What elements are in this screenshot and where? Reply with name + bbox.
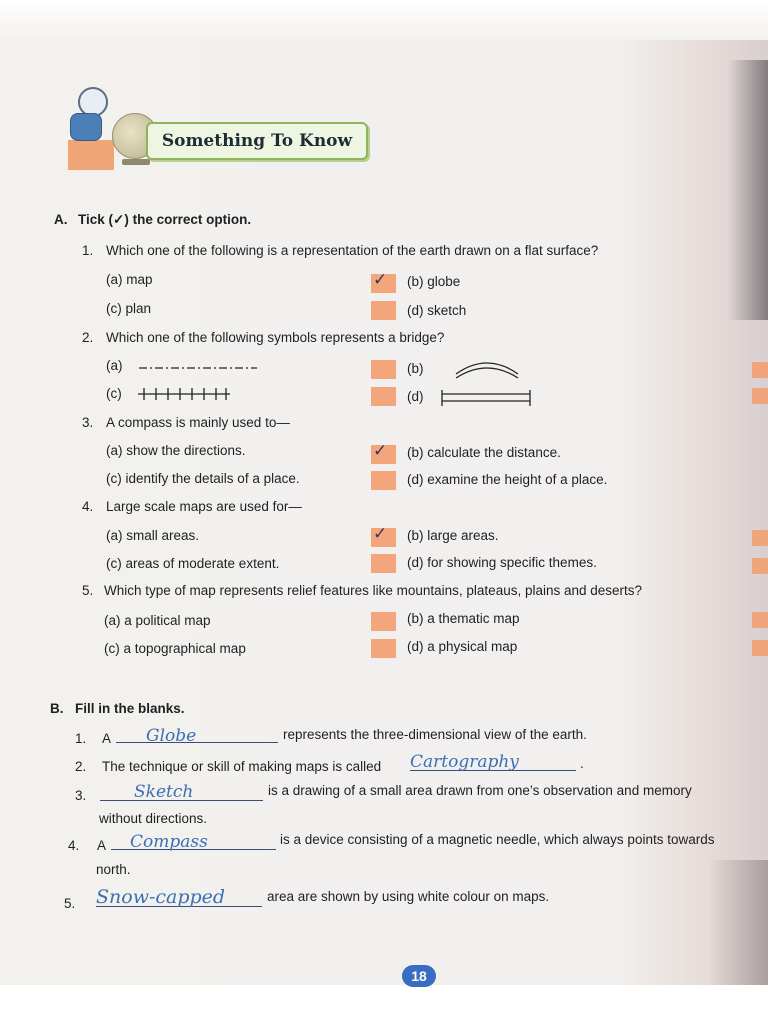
blank-line <box>116 742 278 743</box>
option-c: (c) identify the details of a place. <box>106 471 300 486</box>
blank-number: 2. <box>75 759 87 774</box>
adjacent-page-box <box>752 530 768 546</box>
blank-number: 1. <box>75 731 87 746</box>
option-b: (b) <box>407 361 424 376</box>
handwritten-answer[interactable]: Cartography <box>410 752 519 772</box>
question-number: 3. <box>82 415 94 430</box>
blank-pre-text: A <box>102 731 112 746</box>
section-b-title: Fill in the blanks. <box>75 701 185 716</box>
checkbox[interactable] <box>371 387 396 406</box>
checkbox[interactable] <box>371 301 396 320</box>
banner-title: Something To Know <box>161 131 353 151</box>
handwritten-answer[interactable]: Snow-capped <box>96 886 226 908</box>
checkbox[interactable] <box>371 639 396 658</box>
option-d: (d) for showing specific themes. <box>407 555 597 570</box>
question-number: 1. <box>82 243 94 258</box>
question-number: 4. <box>82 499 94 514</box>
blank-pre-text: The technique or skill of making maps is called <box>102 759 382 774</box>
adjacent-page-box <box>752 388 768 404</box>
handwritten-answer[interactable]: Sketch <box>134 782 194 802</box>
checkbox[interactable] <box>371 554 396 573</box>
adjacent-page-box <box>752 362 768 378</box>
bridge-curve-symbol <box>452 356 522 380</box>
question-number: 2. <box>82 330 94 345</box>
page-edge-shadow <box>728 60 768 320</box>
railway-line-symbol <box>136 386 232 402</box>
option-a: (a) a political map <box>104 613 211 628</box>
question-text: Which one of the following symbols represents a bridge? <box>106 330 445 345</box>
adjacent-page-box <box>752 640 768 656</box>
option-b: (b) calculate the distance. <box>407 445 561 460</box>
question-text: A compass is mainly used to— <box>106 415 290 430</box>
checkbox[interactable] <box>371 612 396 631</box>
option-c: (c) plan <box>106 301 152 316</box>
blank-post-text: represents the three-dimensional view of the earth. <box>283 727 587 742</box>
question-text: Which type of map represents relief features like mountains, plateaus, plains and deserts? <box>104 583 643 598</box>
option-a: (a) map <box>106 272 153 287</box>
question-number: 5. <box>82 583 94 598</box>
dashed-line-symbol <box>137 362 259 374</box>
page-bottom-band <box>0 985 768 1024</box>
handwritten-answer[interactable]: Compass <box>130 832 208 852</box>
option-a: (a) <box>106 358 123 373</box>
option-b: (b) large areas. <box>407 528 499 543</box>
banner-title-box <box>146 122 368 160</box>
blank-number: 4. <box>68 838 80 853</box>
section-b-label: B. <box>50 701 64 716</box>
option-a: (a) show the directions. <box>106 443 246 458</box>
checkbox[interactable] <box>371 360 396 379</box>
blank-continuation: north. <box>96 862 131 877</box>
blank-continuation: without directions. <box>99 811 208 826</box>
section-a-title: Tick (✓) the correct option. <box>78 212 252 227</box>
option-c: (c) areas of moderate extent. <box>106 556 280 571</box>
option-d: (d) examine the height of a place. <box>407 472 608 487</box>
blank-number: 3. <box>75 788 87 803</box>
option-c: (c) <box>106 386 122 401</box>
handwritten-answer[interactable]: Globe <box>146 726 197 746</box>
globe-stand <box>122 159 150 165</box>
option-d: (d) a physical map <box>407 639 518 654</box>
top-shade <box>0 0 768 40</box>
check-mark-icon: ✓ <box>373 270 388 289</box>
section-banner <box>60 85 370 175</box>
blank-pre-text: A <box>97 838 107 853</box>
question-text: Large scale maps are used for— <box>106 499 302 514</box>
option-b: (b) globe <box>407 274 461 289</box>
banner-box-illustration <box>68 140 114 170</box>
blank-number: 5. <box>64 896 76 911</box>
option-b: (b) a thematic map <box>407 611 520 626</box>
checkbox[interactable] <box>371 270 396 293</box>
check-mark-icon: ✓ <box>373 441 388 460</box>
adjacent-page-box <box>752 612 768 628</box>
adjacent-page-box <box>752 558 768 574</box>
checkbox[interactable] <box>371 471 396 490</box>
option-d: (d) sketch <box>407 303 467 318</box>
section-a-label: A. <box>54 212 68 227</box>
blank-post-text: . <box>580 756 584 771</box>
question-text: Which one of the following is a representation of the earth drawn on a flat surface? <box>106 243 599 258</box>
option-c: (c) a topographical map <box>104 641 246 656</box>
page-number-badge: 18 <box>402 965 436 987</box>
bridge-symbol <box>438 388 534 408</box>
checkbox[interactable] <box>371 524 396 547</box>
blank-post-text: is a drawing of a small area drawn from one’s observation and memory <box>268 783 692 798</box>
check-mark-icon: ✓ <box>373 524 388 543</box>
blank-post-text: area are shown by using white colour on maps. <box>267 889 550 904</box>
checkbox[interactable] <box>371 441 396 464</box>
option-d: (d) <box>407 389 424 404</box>
child-body-illustration <box>70 113 102 141</box>
option-a: (a) small areas. <box>106 528 200 543</box>
blank-post-text: is a device consisting of a magnetic needle, which always points towards <box>280 832 715 847</box>
